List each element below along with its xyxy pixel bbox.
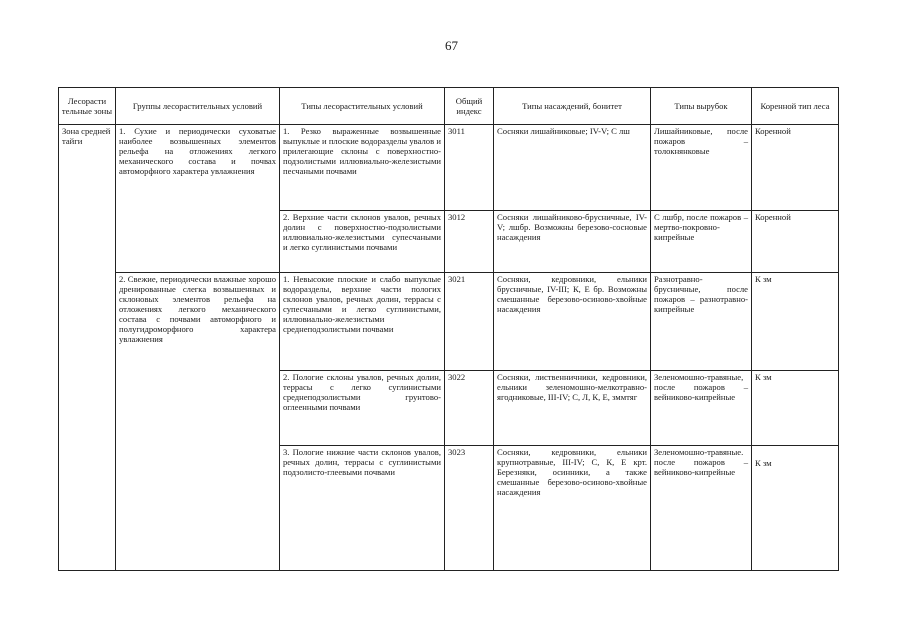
stands-cell: Сосняки лишайниковые; IV-V; С лш [494, 125, 651, 211]
table-header-row [59, 88, 839, 125]
forest-type-cell: Коренной [752, 211, 839, 273]
page-number: 67 [445, 38, 458, 53]
index-cell: 3023 [445, 446, 494, 571]
forest-conditions-table [58, 87, 839, 571]
header-index: Общий индекс [445, 88, 494, 125]
conditions-cell: 2. Верхние части склонов увалов, речных долин с поверхностно-подзолистыми иллювиально-железистыми супесчаными и легко суглинистыми почвами [280, 211, 445, 273]
group-cell: 1. Сухие и периодически суховатые наиболее возвышенных элементов рельефа на отложениях легкого механического состава и почвах автоморфного характера увлажнения [116, 125, 280, 273]
stands-cell: Сосняки, кедровники, ельники крупнотравные, III-IV; С, К, Е крт. Березняки, осинники, а также смешанные березово-осиново-хвойные насаждения [494, 446, 651, 571]
group-cell: 2. Свежие, периодически влажные хорошо дренированные слегка возвышенных и склоновых элементов рельефа на отложениях легкого механического состава с почвами автоморфного и полугидроморфного характера увлажнения [116, 273, 280, 571]
header-stands: Типы насаждений, бонитет [494, 88, 651, 125]
header-groups: Группы лесорастительных условий [116, 88, 280, 125]
index-cell: 3022 [445, 371, 494, 446]
stands-cell: Сосняки лишайниково-брусничные, IV-V; лшбр. Возможны березово-сосновые насаждения [494, 211, 651, 273]
index-cell: 3012 [445, 211, 494, 273]
table-row [59, 125, 839, 211]
cuttings-cell: С лшбр, после пожаров – мертво-покровно-кипрейные [651, 211, 752, 273]
index-cell: 3011 [445, 125, 494, 211]
conditions-cell: 2. Пологие склоны увалов, речных долин, террасы с легко суглинистыми среднеподзолистыми грунтово-оглеенными почвами [280, 371, 445, 446]
header-conditions: Типы лесорастительных условий [280, 88, 445, 125]
forest-type-cell: К зм [752, 371, 839, 446]
cuttings-cell: Зеленомошно-травяные, после пожаров – вейниково-кипрейные [651, 371, 752, 446]
cuttings-cell: Зеленомошно-травяные. после пожаров – вейниково-кипрейные [651, 446, 752, 571]
header-zones: Лесорасти тельные зоны [59, 88, 116, 125]
table-row [59, 273, 839, 371]
forest-type-cell: К зм [752, 446, 839, 571]
forest-type-cell: К зм [752, 273, 839, 371]
conditions-cell: 3. Пологие нижние части склонов увалов, речных долин, террасы с суглинистыми подзолисто-глеевыми почвами [280, 446, 445, 571]
zone-cell: Зона средней тайги [59, 125, 116, 571]
cuttings-cell: Разнотравно-брусничные, после пожаров – разнотравно-кипрейные [651, 273, 752, 371]
conditions-cell: 1. Невысокие плоские и слабо выпуклые водоразделы, верхние части пологих склонов увалов, речных долин, террасы с супесчаными и легко суглинистыми, иллювиально-железистыми среднеподзолистыми почвами [280, 273, 445, 371]
header-forest-type: Коренной тип леса [752, 88, 839, 125]
cuttings-cell: Лишайниковые, после пожаров – толокнянковые [651, 125, 752, 211]
header-cuttings: Типы вырубок [651, 88, 752, 125]
stands-cell: Сосняки, кедровники, ельники брусничные, IV-III; К, Е бр. Возможны смешанные березово-осиново-хвойные насаждения [494, 273, 651, 371]
stands-cell: Сосняки, лиственничники, кедровники, ельники зеленомошно-мелкотравно-ягодниковые, III-IV; С, Л, К, Е, зммтяг [494, 371, 651, 446]
forest-type-cell: Коренной [752, 125, 839, 211]
conditions-cell: 1. Резко выраженные возвышенные выпуклые и плоские водоразделы увалов и прилегающие склоны с поверхностно-подзолистыми иллювиально-железистыми песчаными почвами [280, 125, 445, 211]
index-cell: 3021 [445, 273, 494, 371]
